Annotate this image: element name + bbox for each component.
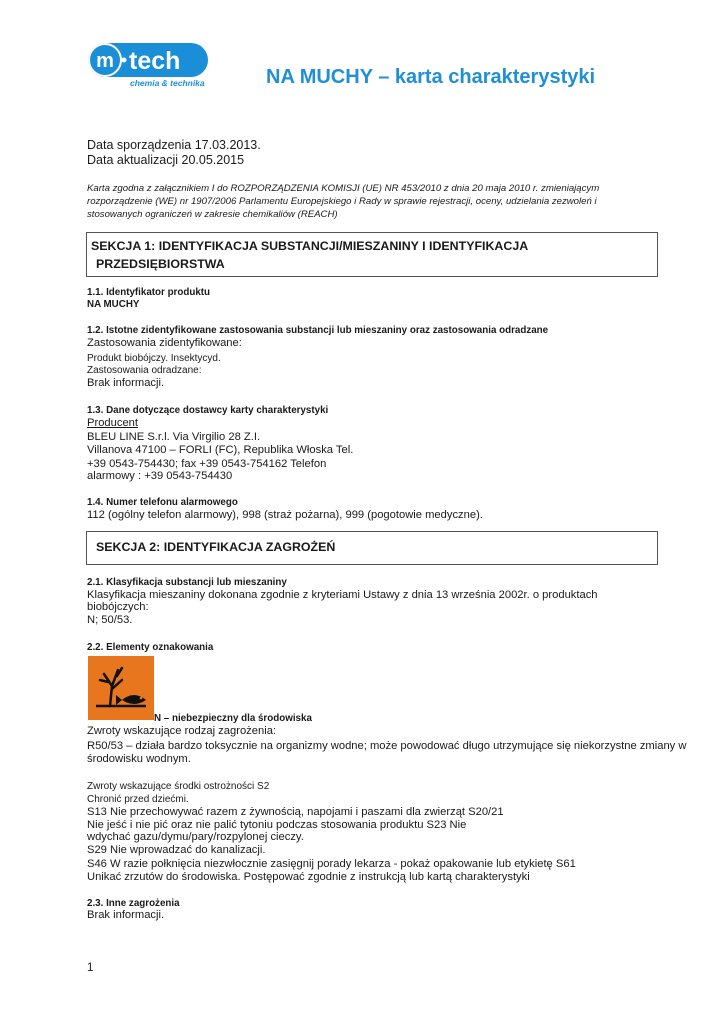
section2-title: SEKCJA 2: IDENTYFIKACJA ZAGROŻEŃ — [96, 540, 336, 554]
svg-text:tech: tech — [129, 47, 181, 75]
precaution-line: S29 Nie wprowadzać do kanalizacji. — [87, 844, 266, 856]
mtech-logo-icon — [86, 41, 212, 89]
section1-title-line1: SEKCJA 1: IDENTYFIKACJA SUBSTANCJI/MIESZANINY I IDENTYFIKACJA — [91, 239, 529, 253]
section1-header-box — [86, 232, 658, 277]
discouraged-uses-label: Zastosowania odradzane: — [87, 365, 202, 376]
page-number: 1 — [87, 962, 94, 974]
environment-hazard-pictogram — [88, 656, 154, 720]
s13-heading: 1.3. Dane dotyczące dostawcy karty charakterystyki — [87, 405, 329, 416]
classification-text: biobójczych: — [87, 601, 149, 613]
precaution-line: wdychać gazu/dymu/pary/rozpylonej cieczy. — [87, 831, 304, 843]
company-logo — [86, 41, 212, 89]
identified-uses-value: Produkt biobójczy. Insektycyd. — [87, 353, 221, 364]
precaution-line: S46 W razie połknięcia niezwłocznie zasięgnij porady lekarza - pokaż opakowanie lub etykietę S61 — [87, 858, 576, 870]
supplier-line: Villanova 47100 – FORLI (FC), Republika Włoska Tel. — [87, 444, 354, 456]
svg-text:m: m — [96, 50, 114, 72]
supplier-line: BLEU LINE S.r.l. Via Virgilio 28 Z.I. — [87, 431, 261, 443]
classification-code: N; 50/53. — [87, 614, 133, 626]
updated-date: Data aktualizacji 20.05.2015 — [87, 153, 245, 167]
precaution-label: Zwroty wskazujące środki ostrożności S2 — [87, 781, 270, 792]
precaution-line: Chronić przed dziećmi. — [87, 794, 189, 805]
s23-heading: 2.3. Inne zagrożenia — [87, 898, 180, 909]
document-title: NA MUCHY – karta charakterystyki — [266, 66, 596, 88]
section2-header-box — [86, 531, 658, 565]
other-hazards-value: Brak informacji. — [87, 909, 165, 921]
prepared-date: Data sporządzenia 17.03.2013. — [87, 138, 261, 152]
regulation-note-line: rozporządzenie (WE) nr 1907/2006 Parlamentu Europejskiego i Rady w sprawie rejestracji, oceny, udzielania zezwoleń i — [87, 196, 597, 207]
s11-heading: 1.1. Identyfikator produktu — [87, 287, 211, 298]
product-identifier: NA MUCHY — [87, 299, 140, 310]
classification-text: Klasyfikacja mieszaniny dokonana zgodnie z kryteriami Ustawy z dnia 13 września 2002r. o produktach — [87, 589, 598, 601]
regulation-note-line: stosowanych ograniczeń w zakresie chemikaliów (REACH) — [87, 209, 338, 220]
regulation-note-line: Karta zgodna z załącznikiem I do ROZPORZĄDZENIA KOMISJI (UE) NR 453/2010 z dnia 20 maja 2010 r. zmieniającym — [87, 183, 600, 194]
s21-heading: 2.1. Klasyfikacja substancji lub mieszaniny — [87, 577, 287, 588]
risk-phrase: R50/53 – działa bardzo toksycznie na organizmy wodne; może powodować długo utrzymujące się niekorzystne zmiany w — [87, 740, 687, 752]
precaution-line: Nie jeść i nie pić oraz nie palić tytoniu podczas stosowania produktu S23 Nie — [87, 819, 467, 831]
section1-title-line2: PRZEDSIĘBIORSTWA — [96, 257, 225, 271]
s22-heading: 2.2. Elementy oznakowania — [87, 642, 214, 653]
precaution-line: Unikać zrzutów do środowiska. Postępować zgodnie z instrukcją lub kartą charakterystyki — [87, 871, 530, 883]
svg-text:chemia & technika: chemia & technika — [130, 78, 205, 88]
risk-phrase: środowisku wodnym. — [87, 753, 191, 765]
precaution-line: S13 Nie przechowywać razem z żywnością, napojami i paszami dla zwierząt S20/21 — [87, 806, 504, 818]
identified-uses-label: Zastosowania zidentyfikowane: — [87, 337, 242, 349]
pictogram-caption: N – niebezpieczny dla środowiska — [154, 713, 312, 724]
supplier-line: +39 0543-754430; fax +39 0543-754162 Telefon — [87, 458, 327, 470]
discouraged-uses-value: Brak informacji. — [87, 377, 165, 389]
emergency-numbers: 112 (ogólny telefon alarmowy), 998 (straż pożarna), 999 (pogotowie medyczne). — [87, 509, 483, 521]
s12-heading: 1.2. Istotne zidentyfikowane zastosowania substancji lub mieszaniny oraz zastosowania odradzane — [87, 325, 549, 336]
dead-tree-fish-icon — [88, 656, 154, 720]
hazard-statements-label: Zwroty wskazujące rodzaj zagrożenia: — [87, 725, 277, 737]
producer-label: Producent — [87, 417, 138, 429]
s14-heading: 1.4. Numer telefonu alarmowego — [87, 497, 238, 508]
supplier-line: alarmowy : +39 0543-754430 — [87, 470, 233, 482]
